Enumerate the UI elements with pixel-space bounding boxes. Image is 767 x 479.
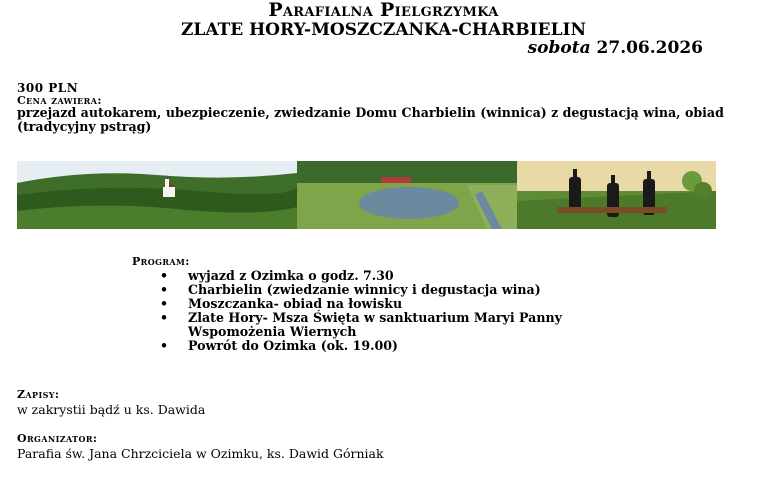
- list-item: • wyjazd z Ozimka o godz. 7.30: [160, 268, 394, 283]
- event-date-value: 27.06.2026: [596, 38, 703, 58]
- program-item-text: wyjazd z Ozimka o godz. 7.30: [188, 268, 394, 283]
- program-item-text: Charbielin (zwiedzanie winnicy i degustacja wina): [188, 282, 541, 297]
- organizer-label: Organizator:: [17, 432, 98, 445]
- page-title: Parafialna Pielgrzymka: [268, 0, 499, 21]
- list-item: • Zlate Hory- Msza Święta w sanktuarium Maryi Panny Wspomożenia Wiernych: [160, 310, 562, 339]
- program-label: Program:: [132, 255, 190, 268]
- signup-label: Zapisy:: [17, 388, 60, 401]
- signup-text: w zakrystii bądź u ks. Dawida: [17, 402, 206, 417]
- program-item-text: Moszczanka- obiad na łowisku: [188, 296, 403, 311]
- event-date: [528, 38, 703, 58]
- fishing-pond-photo: [297, 161, 517, 229]
- list-item: • Powrót do Ozimka (ok. 19.00): [160, 338, 398, 353]
- organizer-text: Parafia św. Jana Chrzciciela w Ozimku, ks. Dawid Górniak: [17, 446, 384, 461]
- program-list: [160, 269, 660, 353]
- route-subtitle: ZLATE HORY-MOSZCZANKA-CHARBIELIN: [180, 20, 587, 40]
- price: 300 PLN: [17, 81, 79, 95]
- list-item: • Moszczanka- obiad na łowisku: [160, 296, 403, 311]
- program-item-text: Zlate Hory- Msza Święta w sanktuarium Maryi Panny Wspomożenia Wiernych: [188, 310, 562, 339]
- mountain-church-photo: [17, 161, 297, 229]
- program-item-text: Powrót do Ozimka (ok. 19.00): [188, 338, 398, 353]
- includes-label: Cena zawiera:: [17, 94, 102, 107]
- event-date-day: sobota: [527, 38, 591, 58]
- wine-bottles-photo: [517, 161, 716, 229]
- list-item: • Charbielin (zwiedzanie winnicy i degustacja wina): [160, 282, 541, 297]
- includes-text: przejazd autokarem, ubezpieczenie, zwiedzanie Domu Charbielin (winnica) z degustacją wina, obiad (tradycyjny pstrąg): [17, 105, 724, 134]
